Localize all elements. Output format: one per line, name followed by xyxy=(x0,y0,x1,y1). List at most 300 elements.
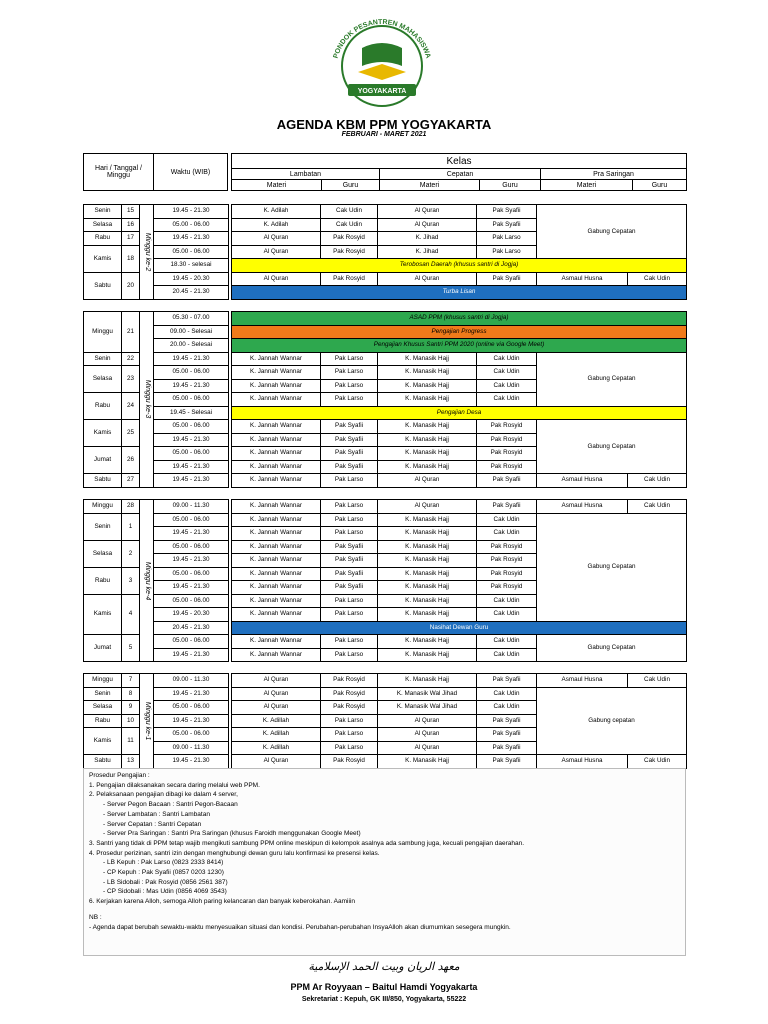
guru-cell: Cak Udin xyxy=(628,272,687,286)
day-cell: Minggu xyxy=(84,312,122,353)
guru-cell: Cak Udin xyxy=(477,366,537,380)
guru-cell: Pak Syafii xyxy=(321,433,378,447)
materi-cell: K. Jannah Wannar xyxy=(232,447,321,461)
time-cell: 05.00 - 06.00 xyxy=(154,393,229,407)
time-cell: 05.00 - 06.00 xyxy=(154,567,229,581)
materi-cell: K. Jihad xyxy=(378,245,477,259)
institution-name: PPM Ar Royyaan – Baitul Hamdi Yogyakarta xyxy=(290,982,478,992)
guru-cell: Cak Udin xyxy=(477,608,537,622)
guru-cell: Pak Syafii xyxy=(477,474,537,488)
materi-cell: K. Jannah Wannar xyxy=(232,433,321,447)
time-cell: 05.00 - 06.00 xyxy=(154,447,229,461)
day-cell: Minggu xyxy=(84,500,122,514)
guru-cell: Pak Larso xyxy=(321,594,378,608)
day-cell: Sabtu xyxy=(84,474,122,488)
materi-cell: K. Manasik Hajj xyxy=(378,540,477,554)
materi-cell: K. Manasik Hajj xyxy=(378,447,477,461)
materi-cell: K. Jannah Wannar xyxy=(232,393,321,407)
materi-cell: K. Jannah Wannar xyxy=(232,581,321,595)
materi-cell: K. Manasik Hajj xyxy=(378,674,477,688)
table-row xyxy=(84,474,687,488)
date-cell: 21 xyxy=(122,312,140,353)
materi-cell: Al Quran xyxy=(232,674,321,688)
materi-cell: K. Jannah Wannar xyxy=(232,352,321,366)
prosedur-line: - Server Lambatan : Santri Lambatan xyxy=(103,810,210,818)
event-banner: Nasihat Dewan Guru xyxy=(232,621,687,635)
header-kelas-title: Kelas xyxy=(232,154,687,169)
materi-cell: K. Manasik Wal Jihad xyxy=(378,701,477,715)
time-cell: 19.45 - 21.30 xyxy=(154,527,229,541)
guru-cell: Pak Syafii xyxy=(321,540,378,554)
contact-line: - LB Kepuh : Pak Larso (0823 2333 8414) xyxy=(103,859,224,867)
logo-arc-text: PONDOK PESANTREN MAHASISWA xyxy=(332,18,432,60)
time-cell: 19.45 - 21.30 xyxy=(154,352,229,366)
event-banner: Turba Lisan xyxy=(232,286,687,300)
day-cell: Kamis xyxy=(84,728,122,755)
materi-cell: K. Manasik Wal Jihad xyxy=(378,687,477,701)
nb-title: NB : xyxy=(89,913,102,921)
table-row xyxy=(84,687,687,701)
materi-cell: K. Adilah xyxy=(232,205,321,219)
time-cell: 19.45 - 21.30 xyxy=(154,433,229,447)
time-cell: 05.00 - 06.00 xyxy=(154,366,229,380)
time-cell: 20.45 - 21.30 xyxy=(154,621,229,635)
materi-cell: Al Quran xyxy=(378,474,477,488)
time-cell: 19.45 - 20.30 xyxy=(154,608,229,622)
time-cell: 05.00 - 06.00 xyxy=(154,701,229,715)
time-cell: 18.30 - selesai xyxy=(154,259,229,273)
day-cell: Senin xyxy=(84,352,122,366)
time-cell: 19.45 - 21.30 xyxy=(154,474,229,488)
header-guru: Guru xyxy=(480,180,541,191)
guru-cell: Pak Rosyid xyxy=(321,687,378,701)
materi-cell: Al Quran xyxy=(378,500,477,514)
header-guru: Guru xyxy=(322,180,380,191)
materi-cell: K. Manasik Hajj xyxy=(378,755,477,769)
header-time: Waktu (WIB) xyxy=(154,154,228,191)
guru-cell: Pak Syafii xyxy=(321,447,378,461)
week-label: Minggu ke-3 xyxy=(140,312,154,488)
guru-cell: Cak Udin xyxy=(477,527,537,541)
time-cell: 09.00 - 11.30 xyxy=(154,741,229,755)
guru-cell: Pak Larso xyxy=(477,245,537,259)
materi-cell: Al Quran xyxy=(378,714,477,728)
materi-cell: K. Manasik Hajj xyxy=(378,513,477,527)
materi-cell: Al Quran xyxy=(378,728,477,742)
materi-cell: K. Jannah Wannar xyxy=(232,420,321,434)
time-cell: 05.30 - 07.00 xyxy=(154,312,229,326)
date-cell: 5 xyxy=(122,635,140,662)
prosedur-line: - Server Pra Saringan : Santri Pra Saringan (khusus Faroidh menggunakan Google Meet) xyxy=(103,830,361,838)
gabung-cell: Gabung Cepatan xyxy=(537,205,687,259)
prosedur-line: 1. Pengajian dilaksanakan secara daring melalui web PPM. xyxy=(89,781,260,789)
materi-cell: K. Jannah Wannar xyxy=(232,635,321,649)
day-cell: Rabu xyxy=(84,714,122,728)
page-subtitle: FEBRUARI - MARET 2021 xyxy=(341,131,427,138)
header-materi: Materi xyxy=(541,180,633,191)
materi-cell: K. Adillah xyxy=(232,714,321,728)
materi-cell: K. Jannah Wannar xyxy=(232,567,321,581)
header-group-prasaringan: Pra Saringan xyxy=(541,169,687,180)
day-cell: Rabu xyxy=(84,232,122,246)
time-cell: 05.00 - 06.00 xyxy=(154,218,229,232)
materi-cell: Al Quran xyxy=(378,218,477,232)
guru-cell: Pak Rosyid xyxy=(477,540,537,554)
guru-cell: Pak Larso xyxy=(321,379,378,393)
date-cell: 10 xyxy=(122,714,140,728)
gabung-cell: Gabung Cepatan xyxy=(537,352,687,406)
header-materi: Materi xyxy=(232,180,322,191)
header-group-cepatan: Cepatan xyxy=(380,169,541,180)
day-cell: Rabu xyxy=(84,567,122,594)
guru-cell: Pak Syafii xyxy=(477,741,537,755)
guru-cell: Cak Udin xyxy=(477,594,537,608)
guru-cell: Pak Syafii xyxy=(321,420,378,434)
day-cell: Sabtu xyxy=(84,272,122,299)
materi-cell: K. Adillah xyxy=(232,741,321,755)
table-row xyxy=(84,755,687,769)
guru-cell: Pak Larso xyxy=(321,608,378,622)
guru-cell: Pak Larso xyxy=(321,500,378,514)
time-cell: 19.45 - 21.30 xyxy=(154,460,229,474)
event-banner: Pengajian Desa xyxy=(232,406,687,420)
guru-cell: Cak Udin xyxy=(477,687,537,701)
guru-cell: Cak Udin xyxy=(477,352,537,366)
guru-cell: Pak Rosyid xyxy=(321,272,378,286)
materi-cell: K. Manasik Hajj xyxy=(378,567,477,581)
date-cell: 16 xyxy=(122,218,140,232)
table-row xyxy=(84,420,687,434)
date-cell: 13 xyxy=(122,755,140,769)
guru-cell: Pak Rosyid xyxy=(477,554,537,568)
guru-cell: Pak Rosyid xyxy=(477,420,537,434)
materi-cell: Al Quran xyxy=(232,687,321,701)
date-cell: 28 xyxy=(122,500,140,514)
materi-cell: K. Adillah xyxy=(232,728,321,742)
day-cell: Senin xyxy=(84,205,122,219)
time-cell: 05.00 - 06.00 xyxy=(154,420,229,434)
guru-cell: Pak Larso xyxy=(321,635,378,649)
time-cell: 19.45 - 21.30 xyxy=(154,648,229,662)
table-row xyxy=(84,325,687,339)
day-cell: Kamis xyxy=(84,245,122,272)
header-materi: Materi xyxy=(380,180,480,191)
gabung-cell: Gabung Cepatan xyxy=(537,513,687,621)
time-cell: 20.45 - 21.30 xyxy=(154,286,229,300)
time-cell: 09.00 - 11.30 xyxy=(154,674,229,688)
day-cell: Jumat xyxy=(84,635,122,662)
date-cell: 3 xyxy=(122,567,140,594)
date-cell: 9 xyxy=(122,701,140,715)
materi-cell: K. Manasik Hajj xyxy=(378,648,477,662)
guru-cell: Pak Syafii xyxy=(477,674,537,688)
materi-cell: K. Jannah Wannar xyxy=(232,594,321,608)
time-cell: 05.00 - 06.00 xyxy=(154,728,229,742)
date-cell: 24 xyxy=(122,393,140,420)
table-row xyxy=(84,339,687,353)
prosedur-line: - Server Cepatan : Santri Cepatan xyxy=(103,820,202,828)
guru-cell: Pak Syafii xyxy=(477,500,537,514)
guru-cell: Pak Rosyid xyxy=(477,433,537,447)
time-cell: 19.45 - 21.30 xyxy=(154,205,229,219)
materi-cell: K. Manasik Hajj xyxy=(378,352,477,366)
guru-cell: Pak Syafii xyxy=(477,218,537,232)
materi-cell: K. Jannah Wannar xyxy=(232,527,321,541)
table-row xyxy=(84,674,687,688)
materi-cell: Al Quran xyxy=(232,755,321,769)
week-label: Minggu ke-1 xyxy=(140,674,154,769)
guru-cell: Pak Rosyid xyxy=(321,674,378,688)
gabung-cell: Gabung cepatan xyxy=(537,687,687,755)
prosedur-title: Prosedur Pengajian : xyxy=(89,772,150,779)
time-cell: 19.45 - 21.30 xyxy=(154,714,229,728)
page-title: AGENDA KBM PPM YOGYAKARTA xyxy=(276,117,492,132)
header-kelas xyxy=(231,153,687,191)
schedule-block-week3 xyxy=(83,311,687,488)
prosedur-line: 6. Kerjakan karena Alloh, semoga Alloh paring kelancaran dan banyak keberokahan. Aamiiin xyxy=(89,898,355,906)
materi-cell: Asmaul Husna xyxy=(537,755,628,769)
header-day: Hari / Tanggal / Minggu xyxy=(84,154,154,191)
date-cell: 17 xyxy=(122,232,140,246)
table-row xyxy=(84,513,687,527)
guru-cell: Pak Larso xyxy=(321,352,378,366)
time-cell: 05.00 - 06.00 xyxy=(154,540,229,554)
time-cell: 19.45 - 21.30 xyxy=(154,379,229,393)
prosedur-line: 4. Prosedur perizinan, santri izin dengan menghubungi dewan guru lalu konfirmasi ke presensi kelas. xyxy=(89,849,380,857)
materi-cell: K. Manasik Hajj xyxy=(378,554,477,568)
event-banner: Pengajian Khusus Santri PPM 2020 (online via Google Meet) xyxy=(232,339,687,353)
date-cell: 27 xyxy=(122,474,140,488)
day-cell: Selasa xyxy=(84,218,122,232)
guru-cell: Pak Rosyid xyxy=(321,701,378,715)
date-cell: 2 xyxy=(122,540,140,567)
institution-address: Sekretariat : Kepuh, GK III/850, Yogyakarta, 55222 xyxy=(301,996,467,1003)
table-row xyxy=(84,272,687,286)
week-label: Minggu ke-2 xyxy=(140,205,154,300)
materi-cell: Al Quran xyxy=(232,245,321,259)
date-cell: 8 xyxy=(122,687,140,701)
day-cell: Senin xyxy=(84,513,122,540)
date-cell: 22 xyxy=(122,352,140,366)
time-cell: 05.00 - 06.00 xyxy=(154,245,229,259)
date-cell: 23 xyxy=(122,366,140,393)
guru-cell: Cak Udin xyxy=(477,648,537,662)
guru-cell: Cak Udin xyxy=(628,674,687,688)
day-cell: Minggu xyxy=(84,674,122,688)
logo-ribbon-text: YOGYAKARTA xyxy=(357,88,407,95)
materi-cell: K. Manasik Hajj xyxy=(378,527,477,541)
header-guru: Guru xyxy=(633,180,687,191)
contact-line: - LB Sidobali : Pak Rosyid (0856 2561 387) xyxy=(103,878,228,886)
time-cell: 19.45 - 21.30 xyxy=(154,554,229,568)
table-row xyxy=(84,635,687,649)
arabic-footer: معهد الريان وبيت الحمد الإسلامية xyxy=(308,960,460,973)
date-cell: 11 xyxy=(122,728,140,755)
event-banner: ASAD PPM (khusus santri di Jogja) xyxy=(232,312,687,326)
materi-cell: Al Quran xyxy=(378,741,477,755)
guru-cell: Cak Udin xyxy=(321,218,378,232)
materi-cell: K. Jihad xyxy=(378,232,477,246)
guru-cell: Pak Syafii xyxy=(477,714,537,728)
materi-cell: Asmaul Husna xyxy=(537,674,628,688)
materi-cell: K. Jannah Wannar xyxy=(232,500,321,514)
date-cell: 15 xyxy=(122,205,140,219)
guru-cell: Pak Rosyid xyxy=(477,447,537,461)
day-cell: Kamis xyxy=(84,594,122,635)
day-cell: Jumat xyxy=(84,447,122,474)
time-cell: 05.00 - 06.00 xyxy=(154,635,229,649)
guru-cell: Cak Udin xyxy=(321,205,378,219)
header-group-lambatan: Lambatan xyxy=(232,169,380,180)
header-left xyxy=(83,153,228,191)
table-row xyxy=(84,621,687,635)
time-cell: 19.45 - 21.30 xyxy=(154,687,229,701)
day-cell: Selasa xyxy=(84,540,122,567)
table-row xyxy=(84,352,687,366)
contact-line: - CP Sidobali : Mas Udin (0856 4069 3543) xyxy=(103,888,227,896)
time-cell: 19.45 - 21.30 xyxy=(154,581,229,595)
prosedur-line: 2. Pelaksanaan pengajian dibagi ke dalam 4 server, xyxy=(89,791,238,799)
materi-cell: Al Quran xyxy=(232,232,321,246)
materi-cell: Asmaul Husna xyxy=(537,474,628,488)
time-cell: 05.00 - 06.00 xyxy=(154,594,229,608)
materi-cell: Asmaul Husna xyxy=(537,500,628,514)
guru-cell: Pak Larso xyxy=(321,648,378,662)
materi-cell: K. Manasik Hajj xyxy=(378,581,477,595)
guru-cell: Pak Rosyid xyxy=(321,245,378,259)
materi-cell: K. Manasik Hajj xyxy=(378,379,477,393)
guru-cell: Cak Udin xyxy=(477,393,537,407)
prosedur-panel xyxy=(83,768,686,956)
materi-cell: K. Adilah xyxy=(232,218,321,232)
time-cell: 20.00 - Selesai xyxy=(154,339,229,353)
guru-cell: Cak Udin xyxy=(628,500,687,514)
gabung-cell: Gabung Cepatan xyxy=(537,420,687,474)
date-cell: 18 xyxy=(122,245,140,272)
materi-cell: K. Jannah Wannar xyxy=(232,608,321,622)
materi-cell: K. Jannah Wannar xyxy=(232,648,321,662)
day-cell: Senin xyxy=(84,687,122,701)
table-row xyxy=(84,500,687,514)
gabung-cell: Gabung Cepatan xyxy=(537,635,687,662)
guru-cell: Pak Larso xyxy=(477,232,537,246)
guru-cell: Pak Rosyid xyxy=(477,460,537,474)
guru-cell: Cak Udin xyxy=(477,513,537,527)
materi-cell: Al Quran xyxy=(232,272,321,286)
materi-cell: Al Quran xyxy=(378,272,477,286)
guru-cell: Pak Syafii xyxy=(321,460,378,474)
time-cell: 09.00 - 11.30 xyxy=(154,500,229,514)
table-row xyxy=(84,259,687,273)
prosedur-line: - Server Pegon Bacaan : Santri Pegon-Bacaan xyxy=(103,801,238,809)
materi-cell: K. Manasik Hajj xyxy=(378,433,477,447)
date-cell: 1 xyxy=(122,513,140,540)
materi-cell: K. Jannah Wannar xyxy=(232,554,321,568)
guru-cell: Pak Larso xyxy=(321,728,378,742)
table-row xyxy=(84,406,687,420)
event-banner: Pengajian Progress xyxy=(232,325,687,339)
guru-cell: Pak Larso xyxy=(321,393,378,407)
materi-cell: Asmaul Husna xyxy=(537,272,628,286)
table-row xyxy=(84,286,687,300)
event-banner: Terobosan Daerah (khusus santri di Jogja) xyxy=(232,259,687,273)
date-cell: 20 xyxy=(122,272,140,299)
day-cell: Kamis xyxy=(84,420,122,447)
materi-cell: K. Jannah Wannar xyxy=(232,379,321,393)
table-row xyxy=(84,205,687,219)
day-cell: Selasa xyxy=(84,701,122,715)
week-label: Minggu ke-4 xyxy=(140,500,154,662)
materi-cell: K. Manasik Hajj xyxy=(378,608,477,622)
guru-cell: Pak Larso xyxy=(321,527,378,541)
schedule-block-week2 xyxy=(83,204,687,300)
guru-cell: Pak Syafii xyxy=(321,581,378,595)
pesantren-logo xyxy=(318,18,446,108)
day-cell: Rabu xyxy=(84,393,122,420)
guru-cell: Pak Rosyid xyxy=(477,567,537,581)
guru-cell: Pak Rosyid xyxy=(321,755,378,769)
table-row xyxy=(84,312,687,326)
date-cell: 7 xyxy=(122,674,140,688)
guru-cell: Pak Syafii xyxy=(321,554,378,568)
contact-line: - CP Kepuh : Pak Syafii (0857 0203 1230) xyxy=(103,869,224,877)
materi-cell: Al Quran xyxy=(378,205,477,219)
day-cell: Sabtu xyxy=(84,755,122,769)
time-cell: 19.45 - 21.30 xyxy=(154,755,229,769)
materi-cell: K. Jannah Wannar xyxy=(232,366,321,380)
materi-cell: K. Manasik Hajj xyxy=(378,366,477,380)
materi-cell: K. Manasik Hajj xyxy=(378,460,477,474)
guru-cell: Pak Larso xyxy=(321,366,378,380)
schedule-block-week4 xyxy=(83,499,687,662)
guru-cell: Cak Udin xyxy=(477,379,537,393)
materi-cell: K. Jannah Wannar xyxy=(232,513,321,527)
nb-line: - Agenda dapat berubah sewaktu-waktu menyesuaikan situasi dan kondisi. Perubahan-perubahan InsyaAlloh akan diumumkan sesegera mungkin. xyxy=(89,923,511,931)
guru-cell: Pak Rosyid xyxy=(477,581,537,595)
guru-cell: Cak Udin xyxy=(628,755,687,769)
time-cell: 05.00 - 06.00 xyxy=(154,513,229,527)
guru-cell: Pak Syafii xyxy=(321,567,378,581)
materi-cell: K. Jannah Wannar xyxy=(232,540,321,554)
time-cell: 19.45 - Selesai xyxy=(154,406,229,420)
guru-cell: Cak Udin xyxy=(477,701,537,715)
guru-cell: Pak Syafii xyxy=(477,755,537,769)
guru-cell: Pak Larso xyxy=(321,474,378,488)
time-cell: 19.45 - 20.30 xyxy=(154,272,229,286)
guru-cell: Pak Larso xyxy=(321,714,378,728)
guru-cell: Pak Rosyid xyxy=(321,232,378,246)
date-cell: 26 xyxy=(122,447,140,474)
materi-cell: K. Manasik Hajj xyxy=(378,635,477,649)
day-cell: Selasa xyxy=(84,366,122,393)
guru-cell: Pak Syafii xyxy=(477,205,537,219)
prosedur-line: 3. Santri yang tidak di PPM tetap wajib mengikuti sambung PPM online meskipun di kelompok asalnya ada sambung juga, kecuali pengajian daerahan. xyxy=(89,839,525,847)
materi-cell: K. Manasik Hajj xyxy=(378,594,477,608)
guru-cell: Pak Larso xyxy=(321,513,378,527)
materi-cell: Al Quran xyxy=(232,701,321,715)
time-cell: 09.00 - Selesai xyxy=(154,325,229,339)
date-cell: 25 xyxy=(122,420,140,447)
materi-cell: K. Manasik Hajj xyxy=(378,420,477,434)
time-cell: 19.45 - 21.30 xyxy=(154,232,229,246)
date-cell: 4 xyxy=(122,594,140,635)
materi-cell: K. Jannah Wannar xyxy=(232,474,321,488)
materi-cell: K. Jannah Wannar xyxy=(232,460,321,474)
guru-cell: Cak Udin xyxy=(628,474,687,488)
guru-cell: Pak Syafii xyxy=(477,728,537,742)
materi-cell: K. Manasik Hajj xyxy=(378,393,477,407)
guru-cell: Pak Larso xyxy=(321,741,378,755)
